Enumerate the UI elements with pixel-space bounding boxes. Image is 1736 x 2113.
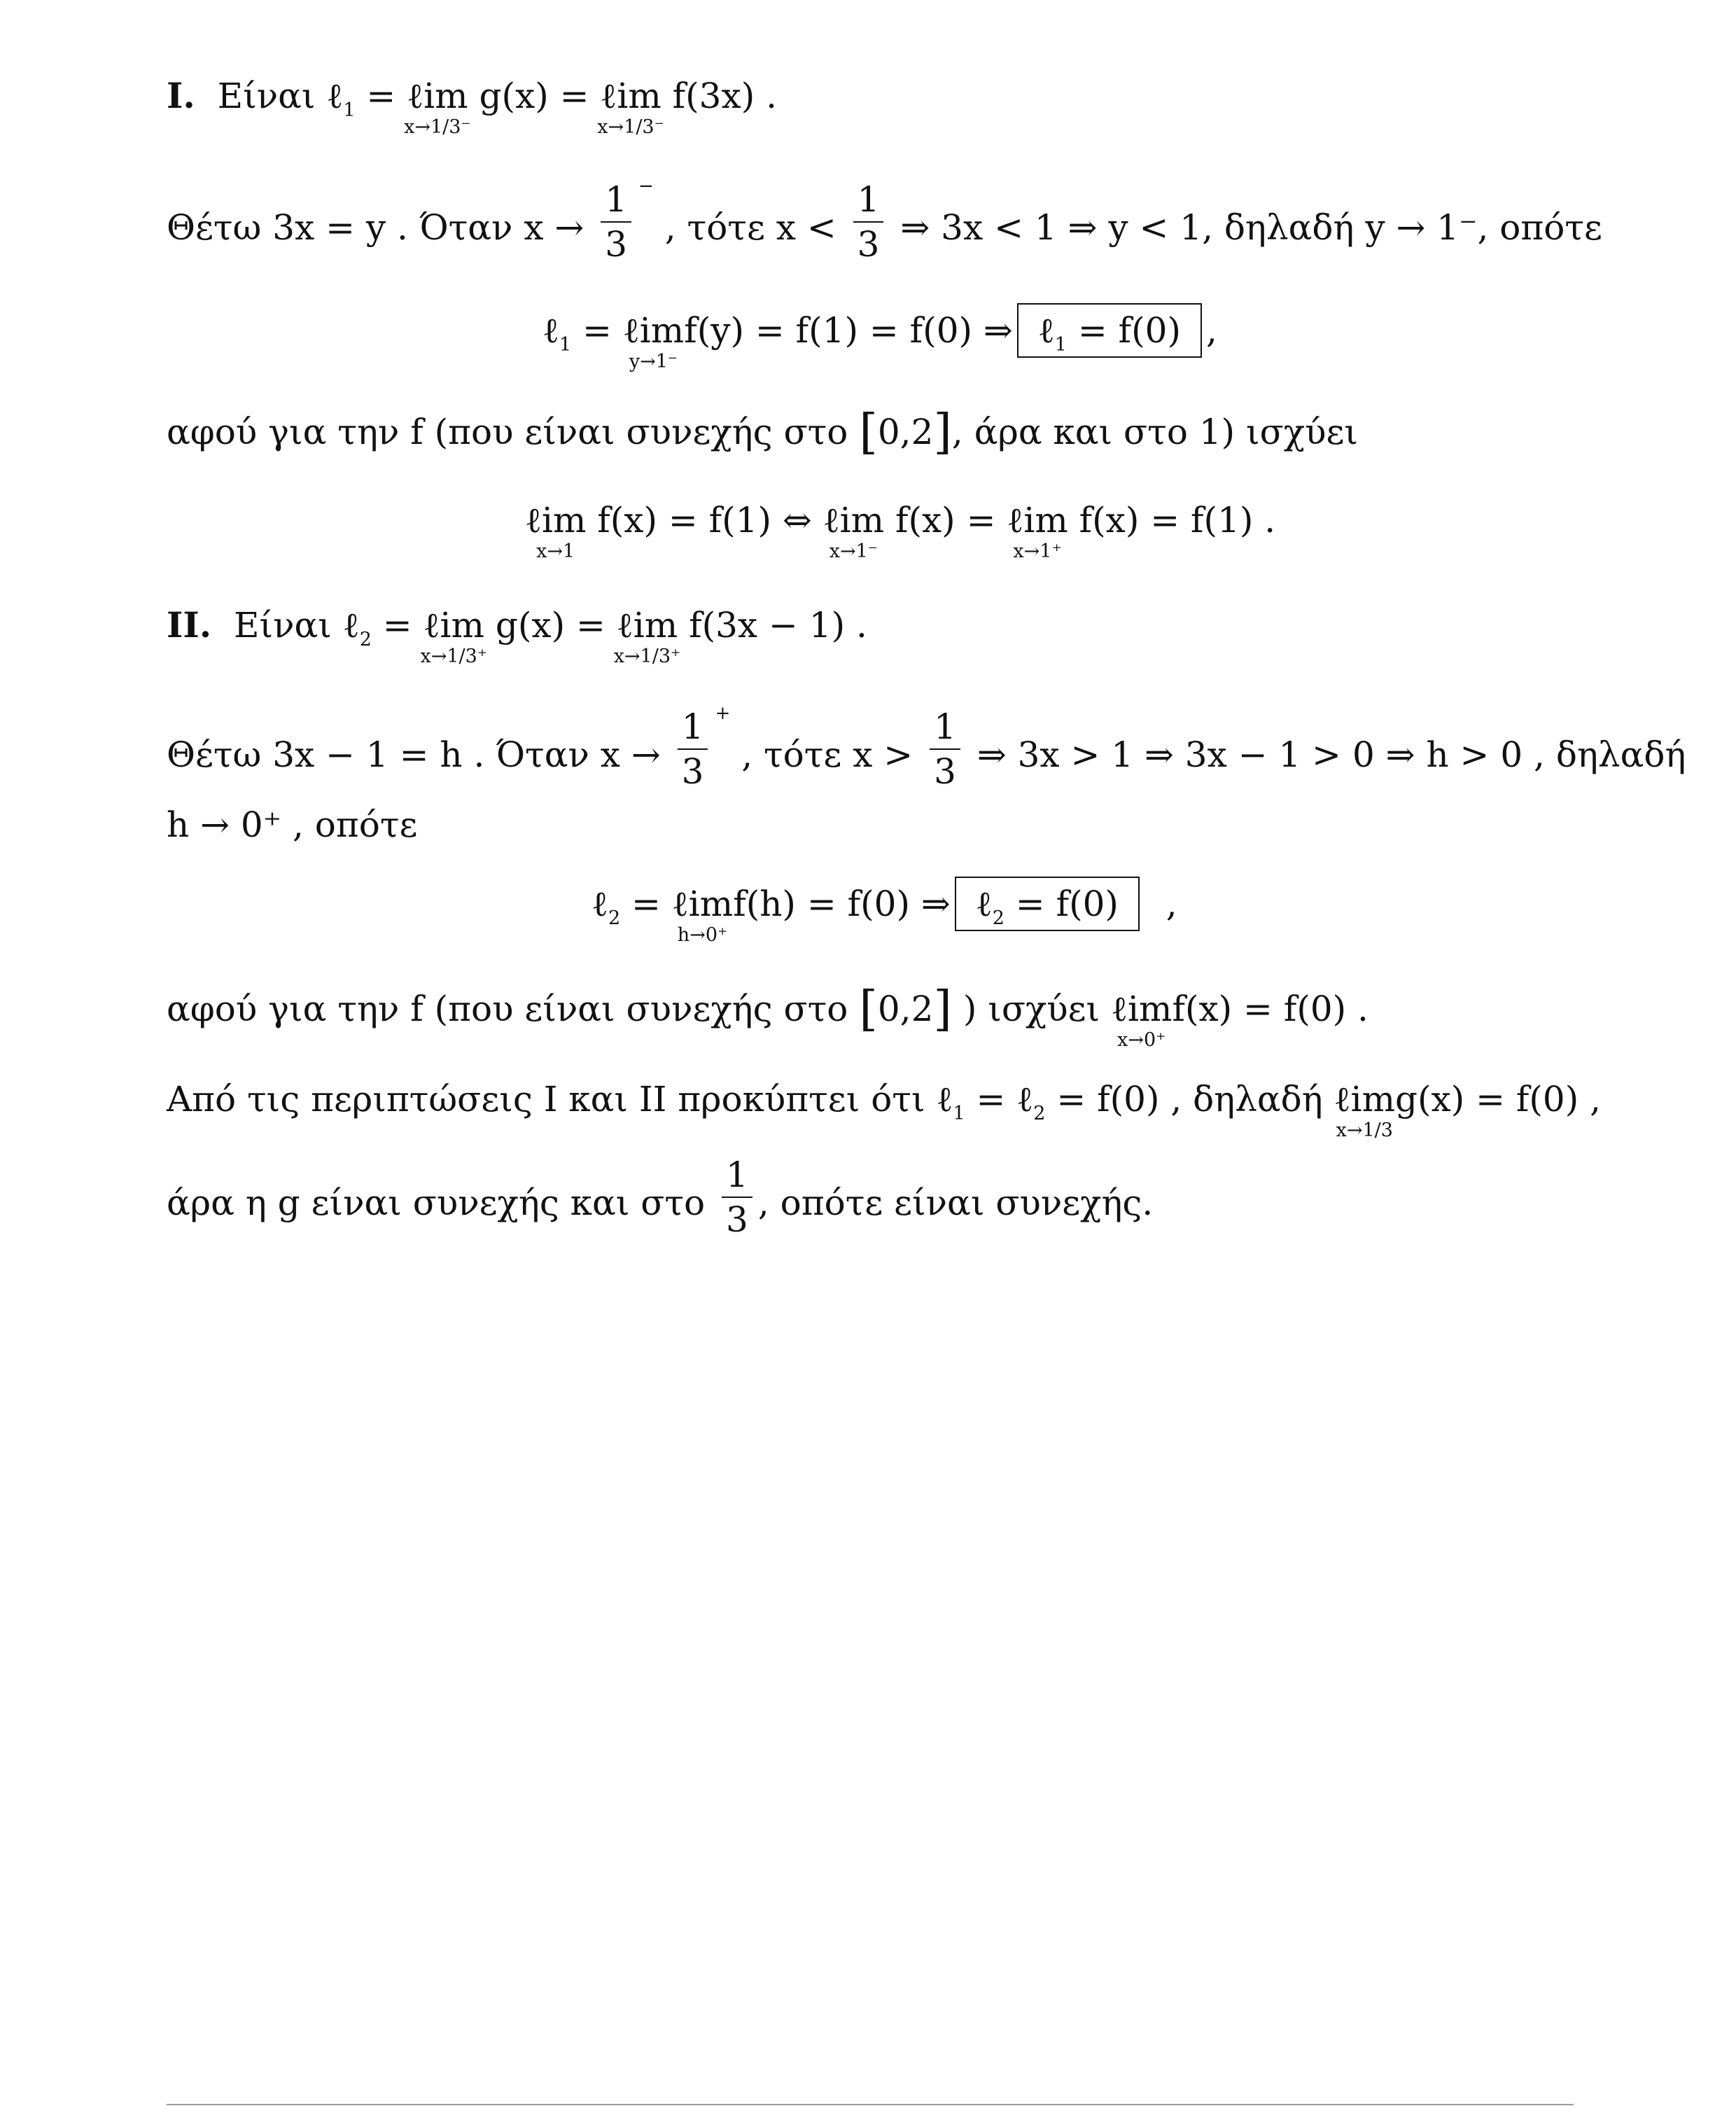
subst1-b: , τότε x <: [664, 207, 836, 248]
result2-a: =: [631, 884, 661, 924]
lim-subscript: x→0⁺: [1117, 1029, 1166, 1051]
fraction-sup: +: [715, 703, 731, 724]
part2-eq: =: [382, 605, 412, 646]
lim-text: ℓim: [671, 884, 734, 924]
lim-text: ℓim: [1007, 500, 1068, 541]
box-rest: = f(0): [1077, 310, 1181, 351]
interval-close: ]: [933, 982, 952, 1037]
part2-lim1: [420, 605, 488, 667]
part1-lim2: [597, 76, 664, 138]
lim-subscript: y→1⁻: [629, 351, 678, 372]
cont2-a: αφού για την f (που είναι συνεχής στο: [167, 989, 848, 1029]
conclusion-b: = ℓ: [976, 1079, 1034, 1120]
part2-intro: Είναι ℓ: [233, 605, 360, 646]
limeq-lim-a: [525, 500, 587, 562]
lim-subscript: h→0⁺: [677, 924, 728, 946]
limeq-lim-c: [1007, 500, 1068, 562]
result1-l-sub: 1: [559, 334, 572, 356]
limeq-lim-b: [822, 500, 885, 562]
part2-label: II.: [167, 604, 212, 646]
result2-l: ℓ: [592, 884, 608, 924]
cont1-b: , άρα και στο 1) ισχύει: [951, 412, 1358, 452]
conclusion-c: = f(0) , δηλαδή: [1056, 1079, 1323, 1120]
box-rest: = f(0): [1015, 884, 1119, 924]
interval-open: [: [859, 405, 878, 460]
fraction-den: 3: [722, 1197, 752, 1237]
result2-b: f(h) = f(0) ⇒: [733, 884, 951, 924]
result1-tail: ,: [1205, 310, 1217, 351]
interval-open: [: [859, 982, 878, 1037]
fraction-sup: −: [638, 176, 654, 197]
interval-close: ]: [933, 405, 952, 460]
result1-b: f(y) = f(1) = f(0) ⇒: [684, 310, 1013, 351]
lim-subscript: x→1/3: [1336, 1120, 1393, 1141]
part2-expr2: f(3x − 1) .: [689, 605, 867, 646]
lim-subscript: x→1⁺: [1013, 541, 1062, 562]
lim-text: ℓim: [622, 310, 685, 351]
subst1-line: [167, 176, 1602, 270]
subst2-b: , τότε x >: [741, 734, 913, 775]
fraction: [853, 179, 884, 265]
lim-text: ℓim: [1111, 989, 1172, 1029]
conclusion-d: g(x) = f(0) ,: [1395, 1079, 1602, 1120]
fraction: [678, 706, 708, 792]
fraction-num: 1: [726, 1155, 748, 1195]
fraction-num: 1: [857, 179, 880, 220]
cont2-b: ) ισχύει: [962, 989, 1100, 1029]
subst1-a: Θέτω 3x = y . Όταν x →: [167, 207, 584, 248]
conclusion-a: Από τις περιπτώσεις Ι και ΙΙ προκύπτει ότι ℓ: [167, 1079, 953, 1120]
interval: 0,2: [877, 412, 934, 452]
result2-lim: [671, 884, 734, 946]
part2-lim2: [613, 605, 681, 667]
conclusion-f: , οπότε είναι συνεχής.: [757, 1183, 1154, 1223]
result1-line: [542, 303, 1217, 372]
box-l: ℓ: [975, 884, 993, 924]
fraction-den: 3: [930, 748, 960, 789]
cont1-a: αφού για την f (που είναι συνεχής στο: [167, 412, 848, 452]
limeq-c: f(x) = f(1) .: [1079, 500, 1276, 541]
lim-text: ℓim: [423, 605, 484, 646]
part2-line: [167, 604, 867, 667]
subst2-c: ⇒ 3x > 1 ⇒ 3x − 1 > 0 ⇒ h > 0 , δηλαδή: [976, 734, 1686, 775]
lim-subscript: x→1⁻: [829, 541, 878, 562]
box-sub: 2: [992, 907, 1004, 929]
conclusion-line-2: [167, 1155, 1154, 1246]
lim-subscript: x→1/3⁺: [420, 646, 488, 667]
result1-lim: [622, 310, 685, 372]
lim-text: ℓim: [600, 76, 662, 116]
result2-box: [955, 877, 1140, 931]
box-l: ℓ: [1037, 310, 1055, 351]
result2-line: [592, 877, 1177, 946]
cont2-c: f(x) = f(0) .: [1172, 989, 1368, 1029]
interval: 0,2: [877, 989, 934, 1029]
box-sub: 1: [1054, 334, 1067, 356]
fraction-num: 1: [934, 706, 956, 747]
part1-expr2: f(3x) .: [672, 76, 777, 116]
lim-text: ℓim: [822, 500, 885, 541]
conclusion-e: άρα η g είναι συνεχής και στο: [167, 1183, 706, 1223]
conclusion-line: [167, 1079, 1602, 1141]
cont1-line: [167, 405, 1358, 460]
result2-l-sub: 2: [608, 907, 621, 929]
result1-a: =: [582, 310, 612, 351]
subst1-c: ⇒ 3x < 1 ⇒ y < 1, δηλαδή y → 1⁻, οπότε: [900, 207, 1602, 248]
part1-line: [167, 75, 777, 138]
fraction-num: 1: [681, 706, 704, 747]
limeq-a: f(x) = f(1) ⇔: [597, 500, 812, 541]
fraction: [930, 706, 960, 792]
part1-eq: =: [366, 76, 396, 116]
conclusion-s1: 1: [953, 1103, 965, 1124]
lim-text: ℓim: [616, 605, 678, 646]
conclusion-lim: [1334, 1079, 1395, 1141]
subst2-a: Θέτω 3x − 1 = h . Όταν x →: [167, 734, 661, 775]
part1-lim1: [404, 76, 471, 138]
fraction-num: 1: [605, 179, 628, 220]
lim-subscript: x→1/3⁻: [597, 116, 664, 138]
lim-text: ℓim: [407, 76, 468, 116]
subst2-line-2: [167, 804, 418, 845]
limeq-b: f(x) =: [895, 500, 996, 541]
result1-l: ℓ: [542, 310, 559, 351]
lim-text: ℓim: [1334, 1079, 1395, 1120]
subst2-line: [167, 703, 1686, 797]
part1-l-sub: 1: [343, 99, 356, 121]
fraction: [601, 179, 631, 265]
part1-expr1: g(x) =: [479, 76, 589, 116]
lim-subscript: x→1: [536, 541, 575, 562]
conclusion-s2: 2: [1033, 1103, 1046, 1124]
fraction: [722, 1155, 752, 1240]
fraction-den: 3: [601, 221, 631, 262]
cont2-line: [167, 982, 1368, 1051]
cont2-lim: [1111, 989, 1172, 1051]
limeq-line: [525, 500, 1276, 562]
subst2-d: h → 0⁺ , οπότε: [167, 804, 418, 845]
lim-subscript: x→1/3⁻: [404, 116, 471, 138]
lim-subscript: x→1/3⁺: [613, 646, 681, 667]
part2-l-sub: 2: [359, 629, 372, 650]
part1-intro: Είναι ℓ: [217, 76, 344, 116]
footer-divider: [167, 2104, 1574, 2105]
fraction-den: 3: [853, 221, 884, 262]
part1-label: I.: [167, 75, 195, 116]
part2-expr1: g(x) =: [495, 605, 606, 646]
fraction-den: 3: [678, 748, 708, 789]
result2-tail: ,: [1166, 884, 1177, 924]
lim-text: ℓim: [525, 500, 587, 541]
result1-box: [1017, 303, 1202, 358]
